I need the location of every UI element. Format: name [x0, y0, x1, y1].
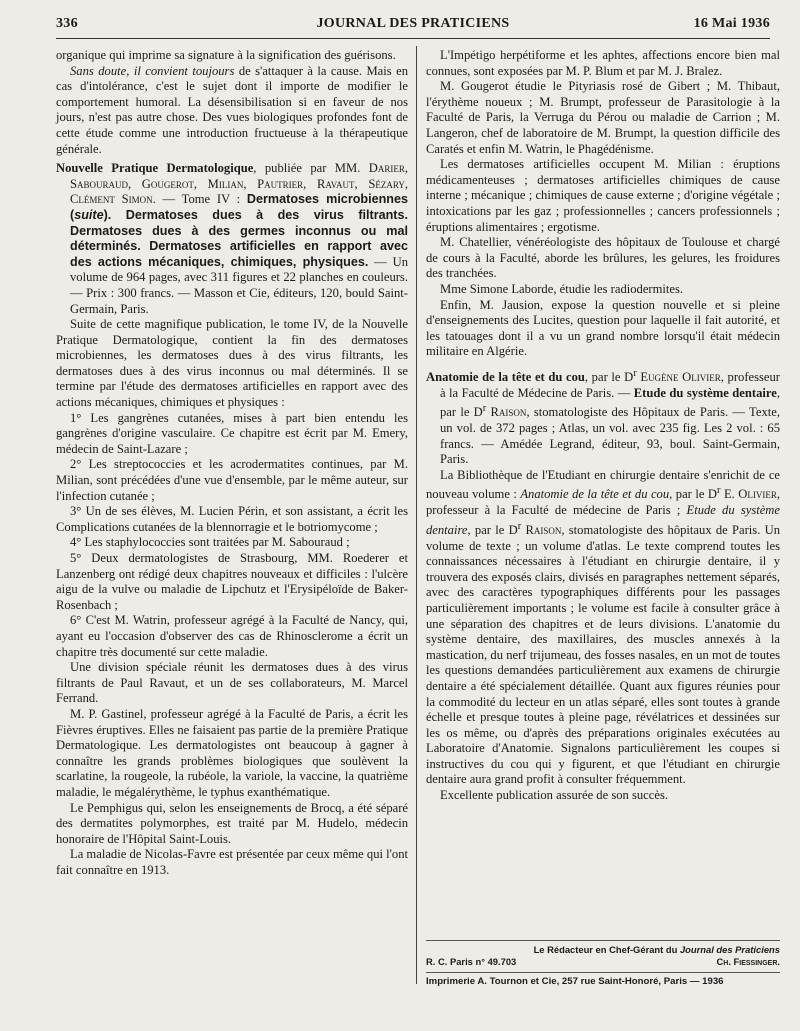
column-divider	[416, 46, 417, 984]
book-review-entry: Anatomie de la tête et du cou, par le $D^r$ Eugène Olivier, professeur à la Faculté de Médecine de Paris. — Etude du système dentaire, par le $D^r$ Raison, stomatologiste des Hôpitaux de Paris. — Texte, un vol. de 372 pages ; Atlas, un vol. avec 235 fig. Les 2 vol. : 65 francs. — Amédée Legrand, éditeur, 93, boul. Saint-Germain, Paris.	[426, 367, 780, 467]
authors: Darier, Sabouraud, Gougerot, Milian, Pautrier, Ravaut, Sézary, Clément Simon	[70, 161, 409, 207]
journal-title: JOURNAL DES PRATICIENS	[316, 16, 510, 31]
paragraph: La maladie de Nicolas-Favre est présentée par ceux même qui l'ont fait connaître en 1913.	[56, 847, 408, 877]
paragraph: M. Gougerot étudie le Pityriasis rosé de Gibert ; M. Thibaut, l'érythème noueux ; M. Brumpt, professeur de Parasitologie à la Faculté de Paris, la Verruga du Pérou ou maladie de Carrion ; M. Langeron, chef de laboratoire de M. Brumpt, la question difficile des Caratés et enfin M. Watrin, le Phagédénisme.	[426, 79, 780, 156]
paragraph: 1° Les gangrènes cutanées, mises à part bien entendu les gangrènes d'origine vasculaire. Ce chapitre est écrit par M. Emery, médecin de Saint-Lazare ;	[56, 410, 408, 456]
book-title: Etude du système dentaire	[633, 385, 777, 400]
book-title: Nouvelle Pratique Dermatologique	[56, 161, 254, 176]
left-column	[56, 48, 408, 878]
page-number: 336	[56, 16, 78, 31]
header-rule	[56, 38, 770, 39]
right-column	[426, 48, 780, 804]
paragraph: Mme Simone Laborde, étudie les radiodermites.	[440, 281, 684, 296]
paragraph: Enfin, M. Jausion, expose la question nouvelle et si pleine d'enseignements des Lucites, question pour laquelle il fait autorité, et les tatouages dont il a vu un grand nombre lorsqu'il était médecin militaire en Algérie.	[426, 297, 780, 359]
editor-line: Le Rédacteur en Chef-Gérant du Journal des Praticiens	[533, 944, 780, 955]
paragraph: Le Pemphigus qui, selon les enseignements de Brocq, a été séparé des dermatites polymorphes, est traité par M. Hudelo, médecin honoraire de l'Hôpital Saint-Louis.	[56, 800, 408, 846]
paragraph: 3° Un de ses élèves, M. Lucien Périn, et son assistant, a écrit les Complications cutanées de la blennorragie et le botriomycome ;	[56, 504, 408, 534]
paragraph: Suite de cette magnifique publication, le tome IV, de la Nouvelle Pratique Dermatologique, contient la fin des dermatoses microbiennes, les dermatoses dues à des virus filtrants, les dermatoses dues à des virus inconnus ou mal déterminés. Il se termine par l'étude des dermatoses artificielles en rapport avec des actions mécaniques, chimiques et physiques :	[56, 317, 408, 410]
issue-date: 16 Mai 1936	[693, 16, 770, 31]
registration-line: R. C. Paris n° 49.703 Ch. Fiessinger.	[426, 956, 780, 967]
paragraph: 6° C'est M. Watrin, professeur agrégé à la Faculté de Nancy, qui, ayant eu l'occasion d'observer des cas de Rhinosclerome a écrit un chapitre très documenté sur cette maladie.	[56, 613, 408, 659]
paragraph: organique qui imprime sa signature à la signification des guérisons.	[56, 48, 396, 62]
paragraph: 5° Deux dermatologistes de Strasbourg, MM. Roederer et Lanzenberg ont rédigé deux chapitres nouveaux et difficiles : l'ulcère aigu de la vulve ou maladie de Lipchutz et l'Erysipéloïde de Baker-Rosenbach ;	[56, 551, 408, 612]
running-header	[56, 16, 770, 36]
author: Eugène Olivier	[636, 370, 721, 385]
printer-imprint: Imprimerie A. Tournon et Cie, 257 rue Saint-Honoré, Paris — 1936	[426, 976, 724, 987]
paragraph: M. Chatellier, vénéréologiste des hôpitaux de Toulouse et chargé de cours à la Faculté, aborde les brûlures, les gelures, les froidures des tranchées.	[426, 235, 780, 281]
imprint-rule	[426, 972, 780, 973]
paragraph: Excellente publication assurée de son succès.	[440, 788, 669, 803]
footer-rule	[426, 940, 780, 941]
book-title: Anatomie de la tête et du cou	[426, 370, 585, 385]
paragraph: La Bibliothèque de l'Etudiant en chirurgie dentaire s'enrichit de ce nouveau volume : Anatomie de la tête et du cou, par le $D^r$ E. Olivier, professeur à la Faculté de médecine de Paris ; Etude du système dentaire, par le $D^r$ Raison, stomatologiste des hôpitaux de Paris. Un volume de texte ; un volume d'atlas. Le texte comprend toutes les connaissances nécessaires à l'étudiant en chirurgie dentaire, il y trouvera des exposés clairs, divisés en paragraphes nettement séparés, avec des caractères typographiques différents pour les passages particulièrement importants ; le volume est facile à consulter grâce à une séparation des chapitres et de leurs divisions. L'anatomie du système dentaire, des maxillaires, des muscles annexés à la mastication, du nerf trijumeau, des fosses nasales, en un mot de toutes les questions demandées particulièrement aux examens de chirurgie dentaire a été spécialement détaillée. Quant aux figures réunies pour la commodité du lecteur en un atlas séparé, elles sont toutes à grande échelle et presque toutes à pleine page, révélatrices et dessinées sur les os même, ou d'après des préparations originales exécutées au Laboratoire d'Anatomie. Signalons particulièrement les coupes si instructives du cou qui y figurent, et que l'étudiant en chirurgie dentaire aura grand profit à consulter fréquemment.	[426, 467, 781, 787]
paragraph: L'Impétigo herpétiforme et les aphtes, affections encore bien mal connues, sont exposées par M. P. Blum et par M. J. Bralez.	[426, 48, 780, 78]
paragraph: 2° Les streptococcies et les acrodermatites continues, par M. Milian, sont précédées d'une vue d'ensemble, par le même auteur, sur l'infection cutanée ;	[56, 457, 408, 503]
editor-credit	[426, 944, 780, 968]
paragraph: M. P. Gastinel, professeur agrégé à la Faculté de Paris, a écrit les Fièvres éruptives. Elles ne faisaient pas partie de la première Pratique Dermatologique. Les dermatologistes ont beaucoup à gagner à connaître les grands problèmes biologiques que soulèvent la scarlatine, la rougeole, la rubéole, la variole, la vaccine, la quatrième maladie, le mégalérythème, le typhus exanthématique.	[56, 706, 408, 799]
paragraph: 4° Les staphylococcies sont traitées par M. Sabouraud ;	[70, 535, 350, 550]
paragraph: Sans doute, il convient toujours de s'attaquer à la cause. Mais en cas d'intolérance, c'est le sujet dont il importe de modifier le comportement humoral. La désensibilisation si en faveur de nos jours, n'est pas autre chose. Des vues biologiques profondes font de cette étude comme une introduction fructueuse à la thérapeutique générale.	[56, 63, 409, 156]
paragraph: Les dermatoses artificielles occupent M. Milian : éruptions médicamenteuses ; dermatoses artificielles chimiques de cause interne ; mécanique ; chimiques de cause externe ; d'origine végétale ; intoxications par les gaz ; professionnelles ; cancers professionnels ; éruptions alimentaires ; ergotisme.	[426, 157, 780, 234]
book-review-entry: Nouvelle Pratique Dermatologique, publiée par MM. Darier, Sabouraud, Gougerot, Milian, Pautrier, Ravaut, Sézary, Clément Simon. — Tome IV : Dermatoses microbiennes (suite). Dermatoses dues à des virus filtrants. Dermatoses dues à des germes inconnus ou mal déterminés. Dermatoses artificielles en rapport avec des actions mécaniques, chimiques, physiques. — Un volume de 964 pages, avec 311 figures et 22 planches en couleurs. — Prix : 300 francs. — Masson et Cie, éditeurs, 120, bould Saint-Germain, Paris.	[56, 161, 409, 316]
author: Raison	[486, 405, 527, 420]
paragraph: Une division spéciale réunit les dermatoses dues à des virus filtrants de Paul Ravaut, et un de ses collaborateurs, M. Marcel Ferrand.	[56, 660, 408, 706]
